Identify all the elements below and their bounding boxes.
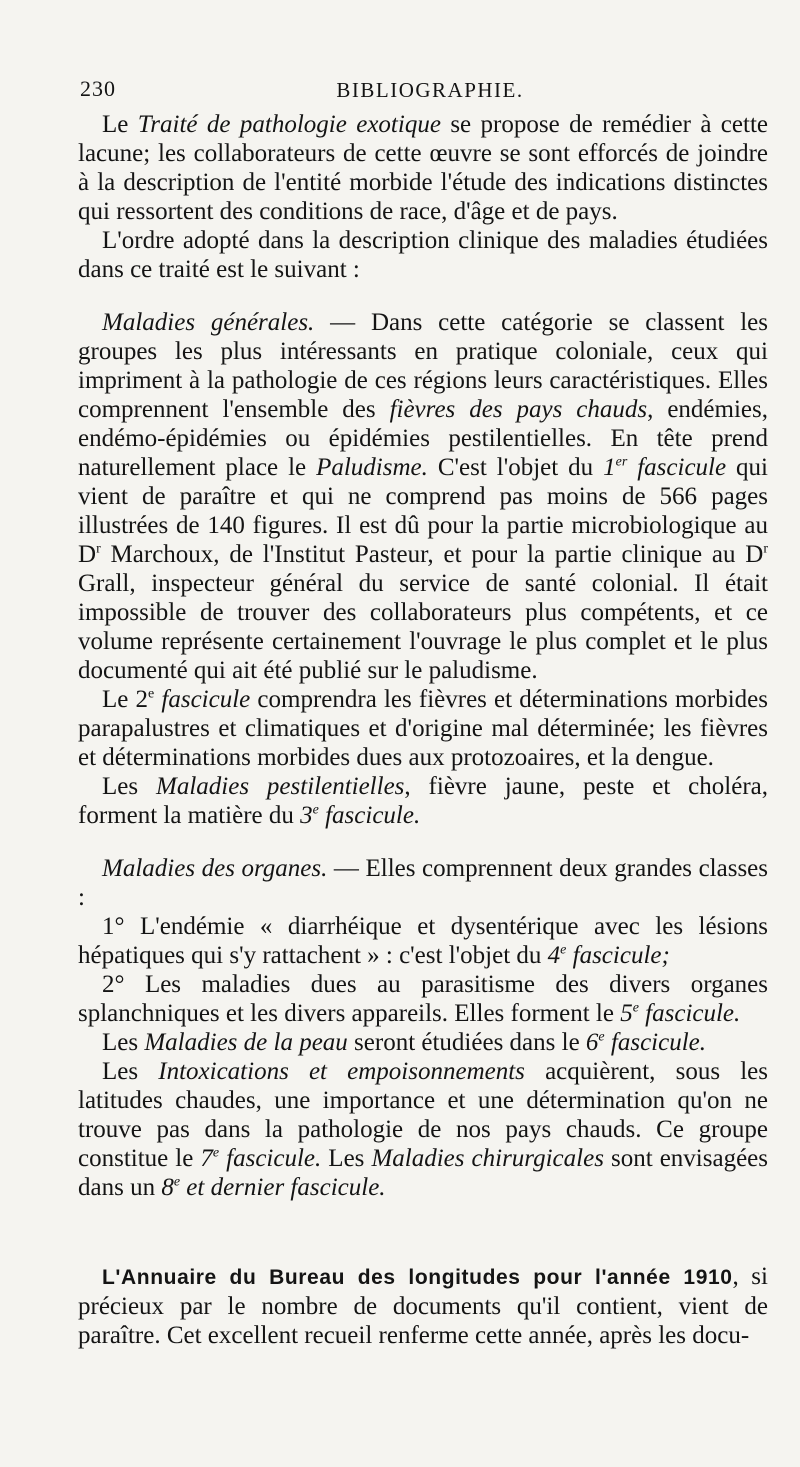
paragraph-maladies-peau: Les Maladies de la peau seront étudiées dans le 6e fascicule. [102, 1029, 706, 1056]
paragraph-maladies-organes: Maladies des organes. — Elles comprennent deux grandes classes : [78, 855, 768, 911]
paragraph-second-fascicule: Le 2e fascicule comprendra les fièvres et déterminations morbides parapalustres et climatiques et d'origine mal déterminée; les fièvres et déterminations morbides dues aux protozoaires, et la dengue. [78, 686, 768, 771]
paragraph-classe-1: 1° L'endémie « diarrhéique et dysentérique avec les lésions hépatiques qui s'y rattachent » : c'est l'objet du 4e fascicule; [78, 913, 768, 969]
body-text [78, 110, 768, 1350]
paragraph-annuaire: L'Annuaire du Bureau des longitudes pour l'année 1910, si précieux par le nombre de documents qu'il contient, vient de paraître. Cet excellent recueil renferme cette année, après les docu- [78, 1263, 768, 1349]
paragraph-maladies-generales: Maladies générales. — Dans cette catégorie se classent les groupes les plus intéressants en pratique coloniale, ceux qui impriment à la pathologie de ces régions leurs caractéristiques. Elles comprennent l'ensemble des fièvres des pays chauds, endémies, endémo-épidémies ou épidémies pestilentielles. En tête prend naturellement place le Paludisme. C'est l'objet du 1er fascicule qui vient de paraître et qui ne comprend pas moins de 566 pages illustrées de 140 figures. Il est dû pour la partie microbiologique au $D^r$ Marchoux, de l'Institut Pasteur, et pour la partie clinique au $D^r$ Grall, inspecteur général du service de santé colonial. Il était impossible de trouver des collaborateurs plus compétents, et ce volume représente certainement l'ouvrage le plus complet et le plus documenté qui ait été publié sur le paludisme. [78, 309, 768, 684]
running-title: BIBLIOGRAPHIE. [336, 78, 524, 102]
paragraph-classe-2: 2° Les maladies dues au parasitisme des divers organes splanchniques et les divers appareils. Elles forment le 5e fascicule. [78, 971, 768, 1027]
paragraph-ordre: L'ordre adopté dans la description clinique des maladies étudiées dans ce traité est le suivant : [78, 227, 768, 283]
page-number: 230 [80, 76, 116, 101]
paragraph-intoxications: Les Intoxications et empoisonnements acquièrent, sous les latitudes chaudes, une importance et une détermination qu'on ne trouve pas dans la pathologie de nos pays chauds. Ce groupe constitue le 7e fascicule. Les Maladies chirurgicales sont envisagées dans un 8e et dernier fascicule. [78, 1058, 768, 1201]
paragraph-traite-intro: Le Traité de pathologie exotique se propose de remédier à cette lacune; les collaborateurs de cette œuvre se sont efforcés de joindre à la description de l'entité morbide l'étude des indications distinctes qui ressortent des conditions de race, d'âge et de pays. [78, 111, 768, 225]
paragraph-maladies-pestilentielles: Les Maladies pestilentielles, fièvre jaune, peste et choléra, forment la matière du 3e fascicule. [78, 773, 768, 829]
running-head [0, 72, 800, 102]
